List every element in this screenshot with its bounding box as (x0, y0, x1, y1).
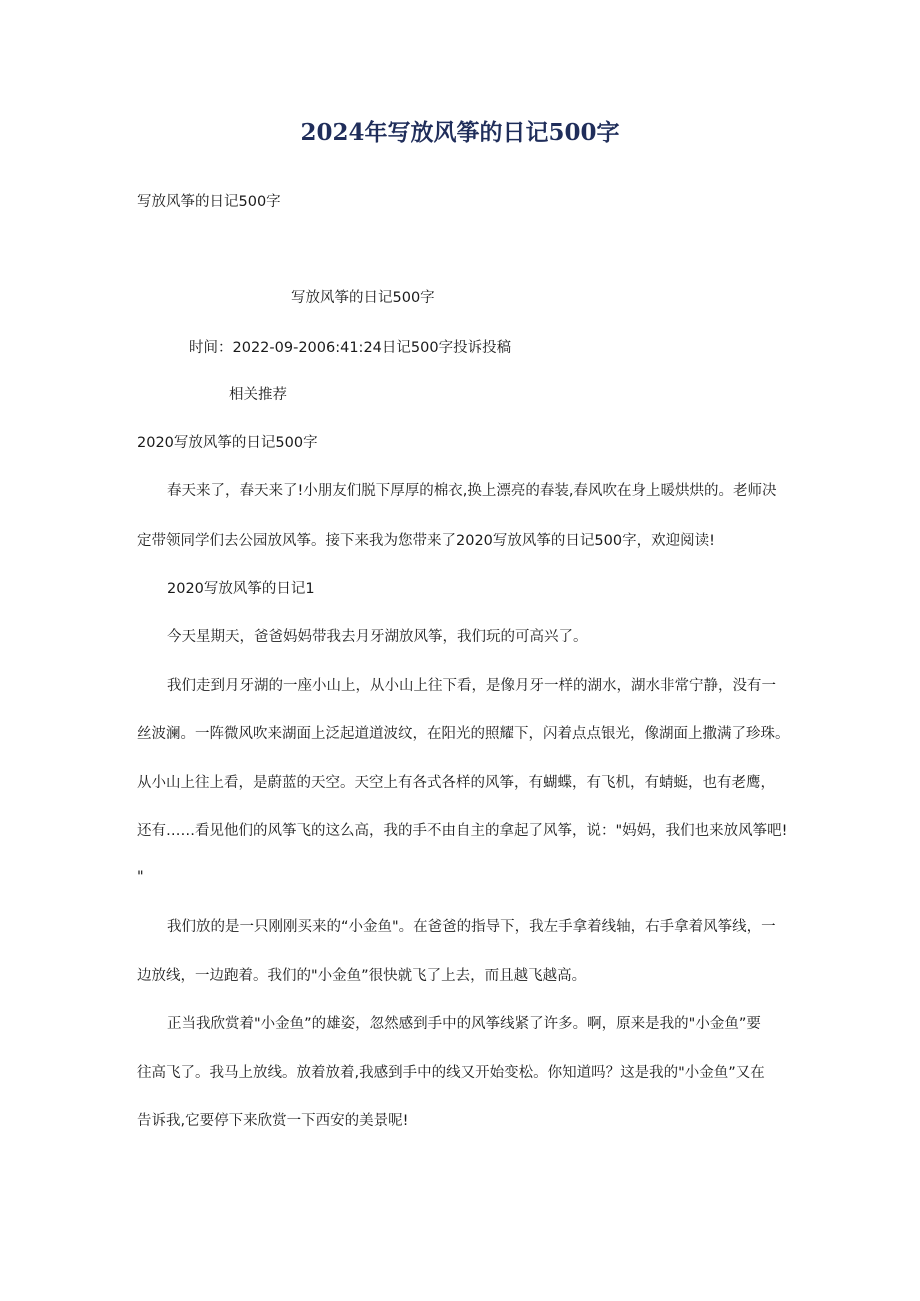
article-title: 2020写放风筝的日记500字 (137, 435, 318, 451)
center-heading: 写放风筝的日记500字 (291, 290, 435, 306)
paragraph-line: " (137, 869, 144, 885)
paragraph-line: 往高飞了。我马上放线。放着放着,我感到手中的线又开始变松。你知道吗？这是我的"小金鱼”又在 (137, 1065, 765, 1081)
document-subtitle: 写放风筝的日记500字 (137, 194, 281, 210)
paragraph-line: 从小山上往上看，是蔚蓝的天空。天空上有各式各样的风筝，有蝴蝶，有飞机，有蜻蜓，也有老鹰， (137, 775, 775, 791)
paragraph-line: 正当我欣赏着"小金鱼”的雄姿，忽然感到手中的风筝线紧了许多。啊，原来是我的"小金鱼”要 (167, 1016, 761, 1032)
meta-line: 时间：2022-09-2006:41:24日记500字投诉投稿 (189, 340, 512, 356)
related-link[interactable]: 相关推荐 (229, 387, 287, 403)
paragraph-line: 我们放的是一只刚刚买来的“小金鱼"。在爸爸的指导下，我左手拿着线轴，右手拿着风筝线，一 (167, 919, 776, 935)
document-title: 2024年写放风筝的日记500字 (300, 119, 620, 146)
paragraph-line: 定带领同学们去公园放风筝。接下来我为您带来了2020写放风筝的日记500字，欢迎阅读! (137, 533, 715, 549)
paragraph-line: 告诉我,它要停下来欣赏一下西安的美景呢! (137, 1113, 409, 1129)
paragraph-line: 今天星期天，爸爸妈妈带我去月牙湖放风筝，我们玩的可高兴了。 (167, 629, 588, 645)
paragraph-line: 丝波澜。一阵微风吹来湖面上泛起道道波纹，在阳光的照耀下，闪着点点银光，像湖面上撒满了珍珠。 (137, 726, 790, 742)
section-heading: 2020写放风筝的日记1 (167, 581, 315, 597)
paragraph-line: 边放线，一边跑着。我们的"小金鱼”很快就飞了上去，而且越飞越高。 (137, 968, 587, 984)
paragraph-line: 春天来了，春天来了!小朋友们脱下厚厚的棉衣,换上漂亮的春装,春风吹在身上暖烘烘的。老师决 (167, 483, 777, 499)
paragraph-line: 还有……看见他们的风筝飞的这么高，我的手不由自主的拿起了风筝，说："妈妈，我们也来放风筝吧! (137, 823, 788, 839)
paragraph-line: 我们走到月牙湖的一座小山上，从小山上往下看，是像月牙一样的湖水，湖水非常宁静，没有一 (167, 678, 776, 694)
